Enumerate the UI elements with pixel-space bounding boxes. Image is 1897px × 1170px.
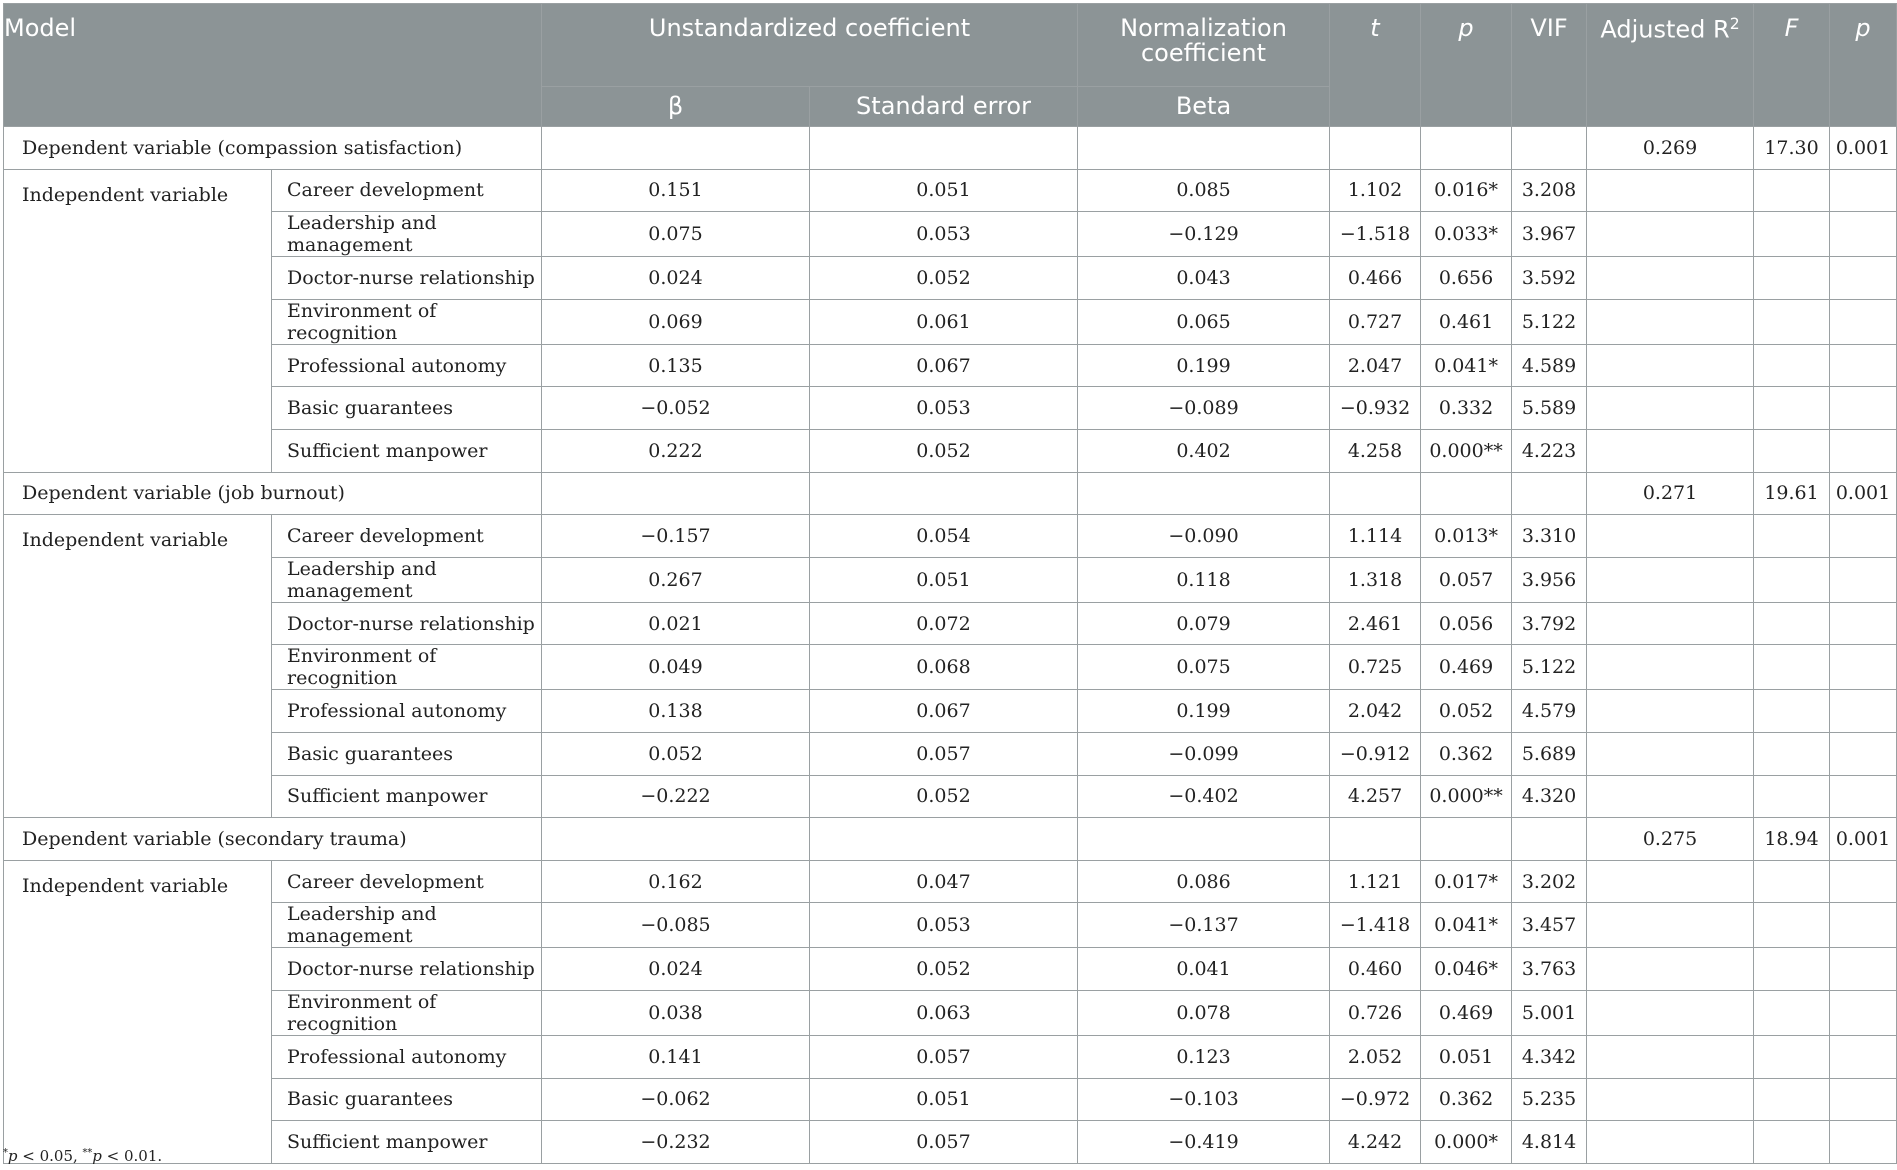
p-value: 0.017*	[1421, 860, 1512, 903]
table-row	[4, 387, 1897, 430]
footnote-p-symbol: p	[7, 1147, 18, 1165]
beta-normalized: 0.065	[1078, 299, 1330, 344]
empty-cell	[1754, 732, 1830, 775]
empty-cell	[1587, 169, 1754, 212]
empty-cell	[1830, 903, 1897, 948]
empty-cell	[1830, 732, 1897, 775]
empty-cell	[1830, 990, 1897, 1035]
empty-cell	[1587, 775, 1754, 818]
empty-cell	[1587, 299, 1754, 344]
p-value: 0.013*	[1421, 515, 1512, 558]
t-value: 2.461	[1330, 602, 1421, 645]
empty-cell	[1754, 645, 1830, 690]
standard-error: 0.053	[810, 212, 1078, 257]
table-header	[4, 4, 1897, 127]
beta-unstandardized: 0.162	[542, 860, 810, 903]
p-value: 0.016*	[1421, 169, 1512, 212]
t-value: 1.121	[1330, 860, 1421, 903]
predictor-name: Basic guarantees	[272, 732, 542, 775]
predictor-name: Professional autonomy	[272, 1035, 542, 1078]
p-value: 0.469	[1421, 645, 1512, 690]
beta-unstandardized: 0.038	[542, 990, 810, 1035]
vif-value: 5.001	[1512, 990, 1587, 1035]
t-value: −1.418	[1330, 903, 1421, 948]
empty-cell	[1754, 775, 1830, 818]
vif-value: 3.956	[1512, 557, 1587, 602]
t-value: 0.460	[1330, 948, 1421, 991]
vif-value: 5.122	[1512, 299, 1587, 344]
beta-normalized: −0.103	[1078, 1078, 1330, 1121]
vif-value: 4.320	[1512, 775, 1587, 818]
table-row	[4, 602, 1897, 645]
predictor-name: Sufficient manpower	[272, 775, 542, 818]
f-value: 18.94	[1754, 818, 1830, 861]
table-row	[4, 903, 1897, 948]
empty-cell	[1754, 429, 1830, 472]
empty-cell	[1587, 344, 1754, 387]
table-row	[4, 557, 1897, 602]
table-body	[4, 127, 1897, 1164]
t-value: 4.242	[1330, 1121, 1421, 1164]
vif-value: 3.208	[1512, 169, 1587, 212]
empty-cell	[1587, 387, 1754, 430]
header-f: F	[1754, 4, 1830, 127]
vif-value: 3.967	[1512, 212, 1587, 257]
predictor-name: Environment of recognition	[272, 645, 542, 690]
standard-error: 0.063	[810, 990, 1078, 1035]
t-value: 0.466	[1330, 257, 1421, 300]
beta-unstandardized: −0.085	[542, 903, 810, 948]
standard-error: 0.072	[810, 602, 1078, 645]
t-value: 4.257	[1330, 775, 1421, 818]
predictor-name: Doctor-nurse relationship	[272, 948, 542, 991]
beta-unstandardized: 0.135	[542, 344, 810, 387]
t-value: 2.047	[1330, 344, 1421, 387]
header-model: Model	[4, 4, 542, 127]
empty-cell	[1754, 948, 1830, 991]
dependent-variable-row	[4, 472, 1897, 515]
header-adjusted-r-label: Adjusted R	[1600, 15, 1730, 44]
standard-error: 0.067	[810, 690, 1078, 733]
header-unstandardized: Unstandardized coefficient	[542, 4, 1078, 87]
empty-cell	[1754, 169, 1830, 212]
p-value: 0.362	[1421, 1078, 1512, 1121]
empty-cell	[1421, 818, 1512, 861]
standard-error: 0.068	[810, 645, 1078, 690]
beta-normalized: 0.086	[1078, 860, 1330, 903]
empty-cell	[1587, 212, 1754, 257]
p-value: 0.051	[1421, 1035, 1512, 1078]
vif-value: 4.814	[1512, 1121, 1587, 1164]
vif-value: 5.235	[1512, 1078, 1587, 1121]
empty-cell	[1587, 990, 1754, 1035]
predictor-name: Doctor-nurse relationship	[272, 602, 542, 645]
p-value: 0.056	[1421, 602, 1512, 645]
predictor-name: Leadership and management	[272, 903, 542, 948]
p-value: 0.362	[1421, 732, 1512, 775]
beta-unstandardized: 0.052	[542, 732, 810, 775]
empty-cell	[1830, 860, 1897, 903]
beta-unstandardized: −0.232	[542, 1121, 810, 1164]
table-row	[4, 1078, 1897, 1121]
beta-normalized: −0.129	[1078, 212, 1330, 257]
empty-cell	[1830, 387, 1897, 430]
beta-normalized: 0.402	[1078, 429, 1330, 472]
adjusted-r2-value: 0.275	[1587, 818, 1754, 861]
vif-value: 3.202	[1512, 860, 1587, 903]
standard-error: 0.051	[810, 169, 1078, 212]
empty-cell	[1587, 429, 1754, 472]
p-value: 0.041*	[1421, 903, 1512, 948]
beta-unstandardized: 0.138	[542, 690, 810, 733]
beta-normalized: 0.075	[1078, 645, 1330, 690]
footnote-p-symbol-2: p	[92, 1147, 102, 1165]
empty-cell	[1830, 429, 1897, 472]
header-adjusted-r2	[1587, 4, 1754, 127]
vif-value: 3.792	[1512, 602, 1587, 645]
empty-cell	[1830, 299, 1897, 344]
standard-error: 0.057	[810, 1121, 1078, 1164]
header-beta-lower: β	[542, 87, 810, 127]
empty-cell	[1512, 127, 1587, 170]
p-value: 0.000**	[1421, 429, 1512, 472]
standard-error: 0.054	[810, 515, 1078, 558]
table-row	[4, 1121, 1897, 1164]
header-beta: Beta	[1078, 87, 1330, 127]
empty-cell	[1587, 690, 1754, 733]
empty-cell	[1587, 1078, 1754, 1121]
footnote-star-single: *	[3, 1147, 8, 1159]
beta-unstandardized: −0.222	[542, 775, 810, 818]
header-vif: VIF	[1512, 4, 1587, 127]
predictor-name: Basic guarantees	[272, 387, 542, 430]
empty-cell	[1830, 948, 1897, 991]
vif-value: 5.589	[1512, 387, 1587, 430]
empty-cell	[810, 472, 1078, 515]
standard-error: 0.047	[810, 860, 1078, 903]
standard-error: 0.051	[810, 1078, 1078, 1121]
beta-normalized: −0.099	[1078, 732, 1330, 775]
empty-cell	[1587, 602, 1754, 645]
vif-value: 3.763	[1512, 948, 1587, 991]
empty-cell	[1330, 127, 1421, 170]
independent-variable-label: Independent variable	[4, 515, 272, 818]
beta-normalized: 0.199	[1078, 344, 1330, 387]
header-p: p	[1421, 4, 1512, 127]
t-value: 1.114	[1330, 515, 1421, 558]
t-value: −0.932	[1330, 387, 1421, 430]
empty-cell	[542, 472, 810, 515]
empty-cell	[1754, 990, 1830, 1035]
vif-value: 5.689	[1512, 732, 1587, 775]
beta-normalized: 0.085	[1078, 169, 1330, 212]
independent-variable-label: Independent variable	[4, 169, 272, 472]
predictor-name: Career development	[272, 515, 542, 558]
empty-cell	[1754, 903, 1830, 948]
standard-error: 0.051	[810, 557, 1078, 602]
table-row	[4, 1035, 1897, 1078]
table-row	[4, 299, 1897, 344]
beta-normalized: 0.078	[1078, 990, 1330, 1035]
vif-value: 4.579	[1512, 690, 1587, 733]
beta-normalized: 0.118	[1078, 557, 1330, 602]
standard-error: 0.052	[810, 429, 1078, 472]
p-value: 0.461	[1421, 299, 1512, 344]
table-row	[4, 645, 1897, 690]
empty-cell	[1587, 860, 1754, 903]
p-value: 0.656	[1421, 257, 1512, 300]
vif-value: 5.122	[1512, 645, 1587, 690]
empty-cell	[1754, 602, 1830, 645]
empty-cell	[1754, 515, 1830, 558]
p-value: 0.469	[1421, 990, 1512, 1035]
predictor-name: Leadership and management	[272, 212, 542, 257]
adjusted-r2-value: 0.269	[1587, 127, 1754, 170]
empty-cell	[1830, 1078, 1897, 1121]
dependent-variable-row	[4, 818, 1897, 861]
empty-cell	[542, 127, 810, 170]
t-value: 2.052	[1330, 1035, 1421, 1078]
t-value: −1.518	[1330, 212, 1421, 257]
predictor-name: Professional autonomy	[272, 344, 542, 387]
t-value: 4.258	[1330, 429, 1421, 472]
empty-cell	[1330, 818, 1421, 861]
empty-cell	[1754, 212, 1830, 257]
empty-cell	[1754, 1035, 1830, 1078]
empty-cell	[1587, 257, 1754, 300]
empty-cell	[1421, 127, 1512, 170]
predictor-name: Leadership and management	[272, 557, 542, 602]
table-row	[4, 860, 1897, 903]
empty-cell	[1587, 515, 1754, 558]
standard-error: 0.052	[810, 948, 1078, 991]
empty-cell	[1078, 127, 1330, 170]
header-p-model: p	[1830, 4, 1897, 127]
p-value: 0.000**	[1421, 775, 1512, 818]
vif-value: 4.589	[1512, 344, 1587, 387]
beta-normalized: −0.137	[1078, 903, 1330, 948]
header-t: t	[1330, 4, 1421, 127]
predictor-name: Basic guarantees	[272, 1078, 542, 1121]
beta-normalized: −0.402	[1078, 775, 1330, 818]
empty-cell	[1078, 818, 1330, 861]
empty-cell	[1421, 472, 1512, 515]
empty-cell	[1830, 515, 1897, 558]
vif-value: 4.342	[1512, 1035, 1587, 1078]
model-p-value: 0.001	[1830, 818, 1897, 861]
empty-cell	[1830, 1121, 1897, 1164]
independent-variable-label: Independent variable	[4, 860, 272, 1163]
predictor-name: Career development	[272, 860, 542, 903]
empty-cell	[1830, 1035, 1897, 1078]
table-row	[4, 775, 1897, 818]
predictor-name: Career development	[272, 169, 542, 212]
p-value: 0.052	[1421, 690, 1512, 733]
p-value: 0.041*	[1421, 344, 1512, 387]
empty-cell	[1330, 472, 1421, 515]
header-normalization: Normalization coefficient	[1078, 4, 1330, 87]
empty-cell	[1830, 775, 1897, 818]
beta-unstandardized: 0.021	[542, 602, 810, 645]
t-value: 2.042	[1330, 690, 1421, 733]
empty-cell	[1587, 732, 1754, 775]
p-value: 0.000*	[1421, 1121, 1512, 1164]
table-row	[4, 212, 1897, 257]
beta-normalized: 0.123	[1078, 1035, 1330, 1078]
adjusted-r2-value: 0.271	[1587, 472, 1754, 515]
beta-unstandardized: 0.267	[542, 557, 810, 602]
empty-cell	[1754, 690, 1830, 733]
p-value: 0.033*	[1421, 212, 1512, 257]
vif-value: 3.457	[1512, 903, 1587, 948]
empty-cell	[1830, 557, 1897, 602]
empty-cell	[1830, 169, 1897, 212]
t-value: 0.726	[1330, 990, 1421, 1035]
f-value: 19.61	[1754, 472, 1830, 515]
empty-cell	[1587, 903, 1754, 948]
beta-normalized: 0.079	[1078, 602, 1330, 645]
beta-unstandardized: 0.222	[542, 429, 810, 472]
footnote-threshold-05: < 0.05,	[17, 1147, 83, 1165]
empty-cell	[1078, 472, 1330, 515]
table-row	[4, 515, 1897, 558]
empty-cell	[1830, 645, 1897, 690]
beta-unstandardized: −0.157	[542, 515, 810, 558]
table-row	[4, 990, 1897, 1035]
header-adjusted-r-superscript: 2	[1729, 15, 1740, 33]
beta-unstandardized: 0.141	[542, 1035, 810, 1078]
beta-normalized: −0.419	[1078, 1121, 1330, 1164]
standard-error: 0.057	[810, 732, 1078, 775]
predictor-name: Environment of recognition	[272, 299, 542, 344]
table-row	[4, 344, 1897, 387]
table-row	[4, 169, 1897, 212]
f-value: 17.30	[1754, 127, 1830, 170]
t-value: 0.725	[1330, 645, 1421, 690]
predictor-name: Sufficient manpower	[272, 1121, 542, 1164]
beta-unstandardized: −0.052	[542, 387, 810, 430]
beta-unstandardized: 0.151	[542, 169, 810, 212]
model-p-value: 0.001	[1830, 127, 1897, 170]
empty-cell	[1587, 557, 1754, 602]
dependent-variable-row	[4, 127, 1897, 170]
t-value: 1.318	[1330, 557, 1421, 602]
predictor-name: Professional autonomy	[272, 690, 542, 733]
beta-normalized: 0.199	[1078, 690, 1330, 733]
empty-cell	[1754, 257, 1830, 300]
empty-cell	[1830, 690, 1897, 733]
dependent-variable-label: Dependent variable (compassion satisfaction)	[4, 127, 542, 170]
empty-cell	[810, 127, 1078, 170]
dependent-variable-label: Dependent variable (secondary trauma)	[4, 818, 542, 861]
model-p-value: 0.001	[1830, 472, 1897, 515]
empty-cell	[1587, 645, 1754, 690]
beta-unstandardized: 0.024	[542, 257, 810, 300]
empty-cell	[1754, 1078, 1830, 1121]
empty-cell	[1754, 387, 1830, 430]
empty-cell	[1830, 257, 1897, 300]
predictor-name: Sufficient manpower	[272, 429, 542, 472]
vif-value: 4.223	[1512, 429, 1587, 472]
p-value: 0.332	[1421, 387, 1512, 430]
beta-normalized: −0.089	[1078, 387, 1330, 430]
table-row	[4, 948, 1897, 991]
beta-unstandardized: −0.062	[542, 1078, 810, 1121]
p-value: 0.057	[1421, 557, 1512, 602]
t-value: −0.912	[1330, 732, 1421, 775]
t-value: 1.102	[1330, 169, 1421, 212]
predictor-name: Environment of recognition	[272, 990, 542, 1035]
empty-cell	[1512, 818, 1587, 861]
beta-normalized: 0.043	[1078, 257, 1330, 300]
vif-value: 3.310	[1512, 515, 1587, 558]
footnote-threshold-01: < 0.01.	[101, 1147, 163, 1165]
empty-cell	[542, 818, 810, 861]
footnote-star-double: **	[82, 1147, 93, 1159]
empty-cell	[1830, 344, 1897, 387]
standard-error: 0.053	[810, 903, 1078, 948]
dependent-variable-label: Dependent variable (job burnout)	[4, 472, 542, 515]
beta-unstandardized: 0.049	[542, 645, 810, 690]
standard-error: 0.053	[810, 387, 1078, 430]
t-value: −0.972	[1330, 1078, 1421, 1121]
empty-cell	[1512, 472, 1587, 515]
empty-cell	[1830, 212, 1897, 257]
empty-cell	[1754, 1121, 1830, 1164]
empty-cell	[1754, 344, 1830, 387]
regression-table	[3, 3, 1897, 1164]
beta-unstandardized: 0.069	[542, 299, 810, 344]
footnote	[3, 1147, 162, 1165]
empty-cell	[1587, 948, 1754, 991]
table-row	[4, 732, 1897, 775]
standard-error: 0.052	[810, 257, 1078, 300]
table-row	[4, 690, 1897, 733]
table-row	[4, 257, 1897, 300]
empty-cell	[1830, 602, 1897, 645]
standard-error: 0.067	[810, 344, 1078, 387]
beta-normalized: −0.090	[1078, 515, 1330, 558]
beta-unstandardized: 0.024	[542, 948, 810, 991]
standard-error: 0.052	[810, 775, 1078, 818]
predictor-name: Doctor-nurse relationship	[272, 257, 542, 300]
header-standard-error: Standard error	[810, 87, 1078, 127]
p-value: 0.046*	[1421, 948, 1512, 991]
vif-value: 3.592	[1512, 257, 1587, 300]
empty-cell	[1754, 299, 1830, 344]
t-value: 0.727	[1330, 299, 1421, 344]
empty-cell	[1754, 557, 1830, 602]
beta-normalized: 0.041	[1078, 948, 1330, 991]
empty-cell	[1587, 1035, 1754, 1078]
beta-unstandardized: 0.075	[542, 212, 810, 257]
empty-cell	[810, 818, 1078, 861]
empty-cell	[1754, 860, 1830, 903]
standard-error: 0.061	[810, 299, 1078, 344]
standard-error: 0.057	[810, 1035, 1078, 1078]
table-row	[4, 429, 1897, 472]
empty-cell	[1587, 1121, 1754, 1164]
